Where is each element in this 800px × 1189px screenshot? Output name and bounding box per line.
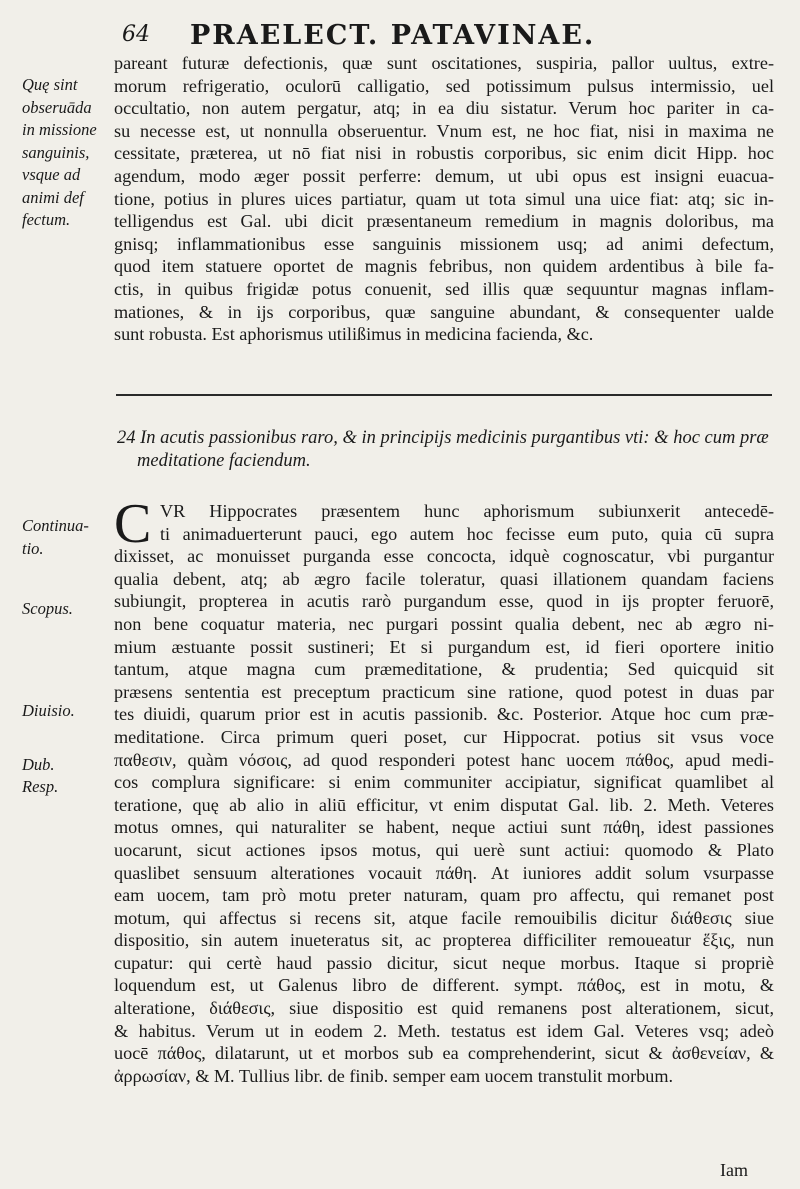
text-line: non bene coquatur materia, nec purgari possint qualia debent, nec ab ægro ni-	[114, 613, 774, 634]
margin-line: Quę sint	[22, 75, 78, 94]
text-line: subiungit, propterea in acutis rarò purgandum esse, quod in ijs propter feruorē,	[114, 591, 774, 612]
margin-note-continuatio	[22, 515, 89, 560]
text-line: eam uocem, tam prò motu preter naturam, quam pro affectu, qui remanet post	[114, 885, 774, 906]
text-line: tione, potius in plures uices partiatur, quam ut tota simul una uice fiat: atq; sic in-	[114, 188, 774, 209]
margin-line: obseruāda	[22, 97, 92, 117]
text-line: mium æstuante possit sustineri; Et si purgandum est, id fieri oportere initio	[114, 636, 774, 657]
text-line: cupatur: qui certè haud passio dicitur, sicut neque morbus. Itaque si propriè	[114, 952, 774, 973]
margin-note-resp: Resp.	[22, 777, 59, 796]
text-line: teratione, quę ab alio in aliū efficitur, vt enim disputat Gal. lib. 2. Meth. Veteres	[114, 794, 774, 815]
margin-line: tio.	[22, 538, 44, 558]
aphorism-line: meditatione faciendum.	[137, 451, 311, 471]
text-line: cessitate, præterea, ut nō fiat nisi in robustis corporibus, sic enim dicit Hipp. hoc	[114, 143, 774, 164]
running-title: PRAELECT. PATAVINAE.	[190, 20, 596, 51]
text-line: quod item statuere oportet de magnis febribus, non quidem ardentibus à bile fa-	[114, 256, 774, 277]
text-line: ti animaduerterunt pauci, ego autem hoc fecisse eum puto, quia cū supra	[160, 523, 774, 544]
text-line: qualia debent, atq; ab ægro facile toleratur, quasi illationem quandam faciens	[114, 568, 774, 589]
margin-line: vsque ad	[22, 165, 81, 184]
text-line: uocē πάθος, dilatarunt, ut et morbos sub ea comprehenderint, sicut & ἀσθενείαν, &	[114, 1043, 774, 1064]
text-line: pareant futuræ defectionis, quæ sunt oscitationes, suspiria, pallor uultus, extre-	[114, 53, 774, 73]
text-line: agendum, modo æger possit perferre: demum, ut ubi opus est insigni euacua-	[114, 165, 774, 186]
margin-line: animi def	[22, 187, 84, 207]
text-block-upper	[114, 52, 774, 346]
text-line: & habitus. Verum ut in eodem 2. Meth. testatus est idem Gal. Veteres vsq; adeò	[114, 1020, 774, 1041]
text-line: præsens sententia est preceptum practicum sine ratione, quod potest in duas par	[114, 681, 774, 702]
text-line: occultatio, non autem pergatur, atq; in ea diu sistatur. Verum hoc pariter in ca-	[114, 98, 774, 119]
text-line: motum, qui affectus si recens sit, atque facile remouibilis dicitur διάθεσις siue	[114, 907, 774, 928]
text-line: motus omnes, qui naturaliter se habent, neque actiui sunt πάθη, idest passiones	[114, 817, 774, 838]
text-line: alteratione, διάθεσις, siue dispositio est quid remanens post alterationem, sicut,	[114, 998, 774, 1019]
text-line: telligendus est Gal. ubi dicit præsentaneum remedium in magnis doloribus, ma	[114, 211, 774, 232]
text-line: meditatione. Circa primum queri poset, cur Hippocrat. potius sit vsus voce	[114, 726, 774, 747]
margin-line: sanguinis,	[22, 142, 90, 162]
margin-note-scopus: Scopus.	[22, 599, 73, 618]
text-line: ctis, in quibus frigidæ potus conuenit, sed illis quæ sequuntur magnas inflam-	[114, 278, 774, 299]
text-line: παθεσιν, quàm νόσοις, ad quod responderi potest hanc uocem πάθος, apud medi-	[114, 749, 774, 770]
text-line: su necesse est, ut nonnulla obseruentur. Vnum est, ne hoc fiat, nisi in maxima ne	[114, 120, 774, 141]
text-line: morum refrigeratio, oculorū calligatio, sed potissimum pulsus intermissio, uel	[114, 75, 774, 96]
text-line: tantum, atque magna cum præmeditatione, & prudentia; Sed quicquid sit	[114, 659, 774, 680]
margin-note-divisio: Diuisio.	[22, 701, 75, 720]
drop-cap: C	[114, 493, 152, 555]
margin-line: Continua-	[22, 516, 89, 535]
text-line: sunt robusta. Est aphorismus utilißimus in medicina facienda, &c.	[114, 324, 594, 345]
text-line: uocarunt, sicut actiones ipsos motus, qui uerè sunt actiui: quomodo & Plato	[114, 839, 774, 860]
catchword: Iam	[720, 1160, 748, 1180]
text-line: loquendum est, ut Galenus libro de different. sympt. πάθος, est in motu, &	[114, 975, 774, 996]
margin-note-bloodletting	[22, 74, 120, 232]
text-line: VR Hippocrates præsentem hunc aphorismum subiunxerit antecedē-	[160, 501, 774, 521]
text-line: gnisq; inflammationibus esse sanguinis missionem usq; ad animi defectum,	[114, 233, 774, 254]
text-line: ἀρρωσίαν, & M. Tullius libr. de finib. semper eam uocem transtulit morbum.	[114, 1065, 674, 1086]
text-line: dixisset, ac monuisset purganda esse concocta, idquè cognoscatur, vbi purgantur	[114, 546, 774, 567]
text-line: tes diuidi, quarum prior est in acutis passionib. &c. Posterior. Atque hoc cum præ-	[114, 704, 774, 725]
text-line: mationes, & in ijs corporibus, quæ sanguine abundant, & consequenter ualde	[114, 301, 774, 322]
page-number: 64	[122, 22, 150, 47]
margin-line: fectum.	[22, 210, 71, 229]
aphorism-line: 24 In acutis passionibus raro, & in principijs medicinis purgantibus vti: & hoc cum præ	[117, 428, 769, 448]
text-line: quaslibet sensuum alterationes vocauit πάθη. At iuniores addit solum vsurpasse	[114, 862, 774, 883]
section-rule	[116, 394, 772, 396]
text-line: cos complura significare: si enim communiter accipiatur, significat quamlibet al	[114, 772, 774, 793]
aphorism-heading	[117, 427, 777, 473]
text-line: dispositio, sin autem inueteratus sit, ac propterea difficiliter remoueatur ἕξις, nun	[114, 930, 774, 951]
text-block-commentary	[114, 500, 774, 1087]
margin-note-dub: Dub.	[22, 755, 55, 774]
margin-line: in missione	[22, 120, 97, 139]
